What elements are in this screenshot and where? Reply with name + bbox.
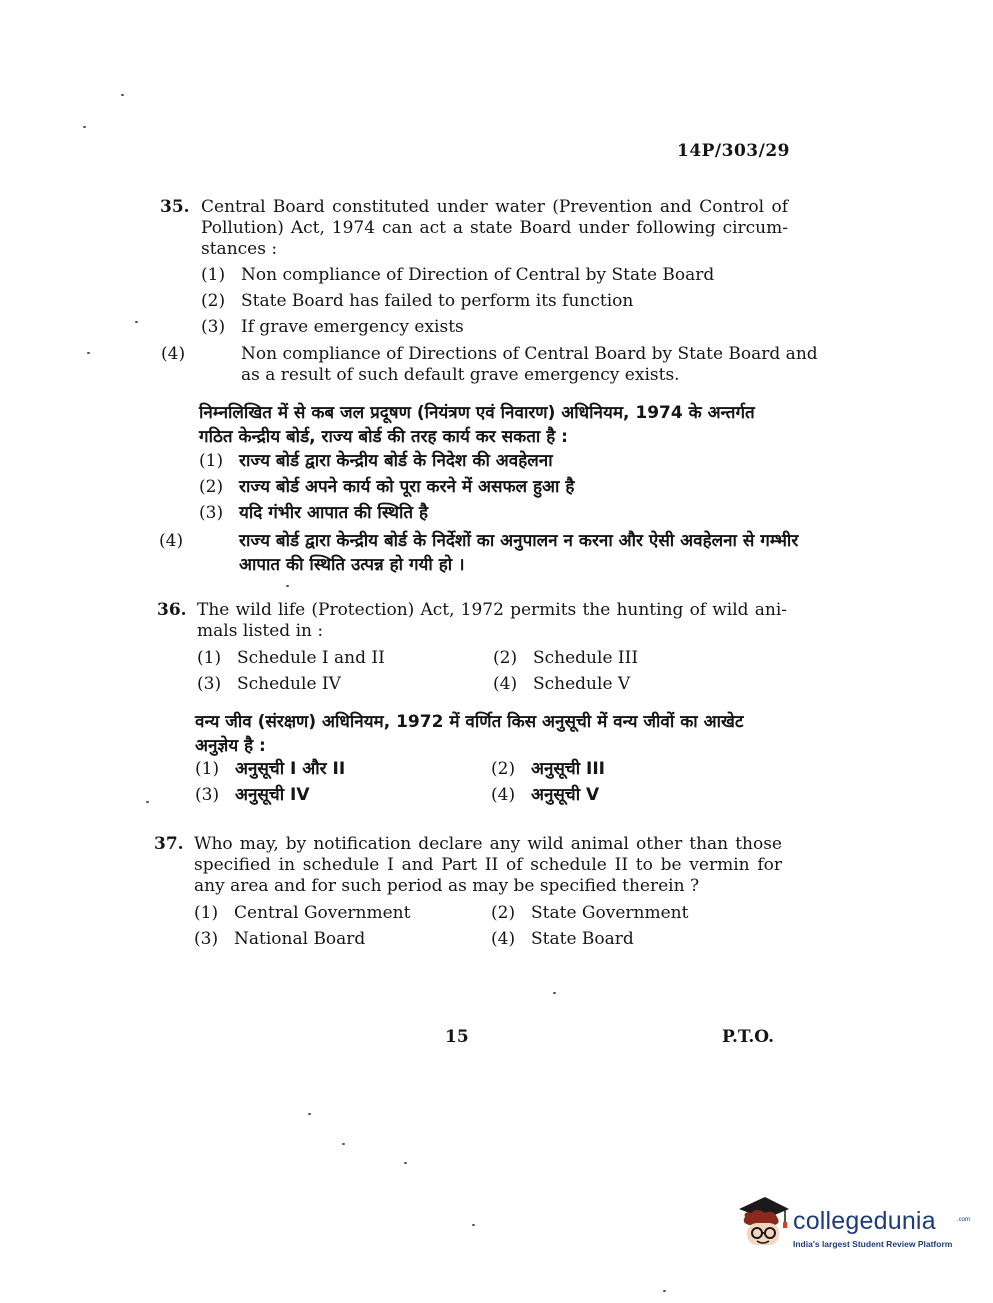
option-en-1: (1) Central Government	[194, 903, 411, 923]
option-en-4: (4) Non compliance of Directions of Central Board by State Board and as a result of such default grave emergency exists.	[161, 344, 818, 385]
page-number: 15	[445, 1027, 469, 1047]
question-text-en: Central Board constituted under water (Prevention and Control of Pollution) Act, 1974 can act a state Board under following circum-stances :	[201, 197, 788, 259]
collegedunia-logo	[735, 1193, 971, 1263]
option-en-2: (2) State Board has failed to perform its function	[201, 291, 634, 311]
scan-speck	[404, 1162, 407, 1164]
option-en-1: (1) Non compliance of Direction of Central by State Board	[201, 265, 715, 285]
option-en-3: (3) Schedule IV	[197, 674, 341, 694]
scan-speck	[342, 1143, 345, 1145]
scan-speck	[121, 94, 124, 96]
option-en-2: (2) State Government	[491, 903, 689, 923]
scan-speck	[146, 801, 149, 803]
option-hi-4: (4) अनुसूची V	[491, 785, 600, 805]
paper-code: 14P/303/29	[676, 141, 790, 161]
student-mascot-icon	[735, 1193, 791, 1253]
option-hi-1: (1) राज्य बोर्ड द्वारा केन्द्रीय बोर्ड के निदेश की अवहेलना	[199, 451, 553, 471]
scan-speck	[286, 585, 289, 587]
question-text-hi: निम्नलिखित में से कब जल प्रदूषण (नियंत्रण एवं निवारण) अधिनियम, 1974 के अन्तर्गत गठित केन्द्रीय बोर्ड, राज्य बोर्ड की तरह कार्य कर सकता है :	[199, 403, 755, 447]
scan-speck	[553, 992, 556, 994]
pto-label: P.T.O.	[722, 1027, 774, 1047]
option-en-4: (4) State Board	[491, 929, 634, 949]
brand-tagline: India's largest Student Review Platform	[793, 1239, 953, 1249]
option-hi-1: (1) अनुसूची I और II	[195, 759, 346, 779]
option-hi-3: (3) यदि गंभीर आपात की स्थिति है	[199, 503, 429, 523]
question-text-hi: वन्य जीव (संरक्षण) अधिनियम, 1972 में वर्णित किस अनुसूची में वन्य जीवों का आखेट अनुज्ञेय है :	[195, 712, 744, 756]
option-hi-2: (2) अनुसूची III	[491, 759, 606, 779]
question-number: 35.	[160, 197, 190, 217]
option-hi-2: (2) राज्य बोर्ड अपने कार्य को पूरा करने में असफल हुआ है	[199, 477, 575, 497]
scan-speck	[83, 126, 86, 128]
brand-name: collegedunia	[793, 1207, 936, 1235]
option-en-3: (3) If grave emergency exists	[201, 317, 464, 337]
scan-speck	[135, 321, 138, 323]
scan-speck	[308, 1113, 311, 1115]
option-en-3: (3) National Board	[194, 929, 366, 949]
scan-speck	[663, 1290, 666, 1292]
question-number: 36.	[157, 600, 187, 620]
question-text-en: The wild life (Protection) Act, 1972 permits the hunting of wild ani-mals listed in :	[197, 600, 787, 641]
question-text-en: Who may, by notification declare any wild animal other than those specified in schedule I and Part II of schedule II to be vermin for any area and for such period as may be specified therein ?	[194, 834, 782, 896]
scan-speck	[87, 352, 90, 354]
scan-speck	[472, 1224, 475, 1226]
option-en-2: (2) Schedule III	[493, 648, 639, 668]
question-number: 37.	[154, 834, 184, 854]
brand-domain: .com	[957, 1217, 971, 1223]
option-en-1: (1) Schedule I and II	[197, 648, 385, 668]
option-hi-3: (3) अनुसूची IV	[195, 785, 310, 805]
option-hi-4: (4) राज्य बोर्ड द्वारा केन्द्रीय बोर्ड के निर्देशों का अनुपालन न करना और ऐसी अवहेलना से गम्भीर आपात की स्थिति उत्पन्न हो गयी हो ।	[159, 531, 799, 575]
option-en-4: (4) Schedule V	[493, 674, 631, 694]
